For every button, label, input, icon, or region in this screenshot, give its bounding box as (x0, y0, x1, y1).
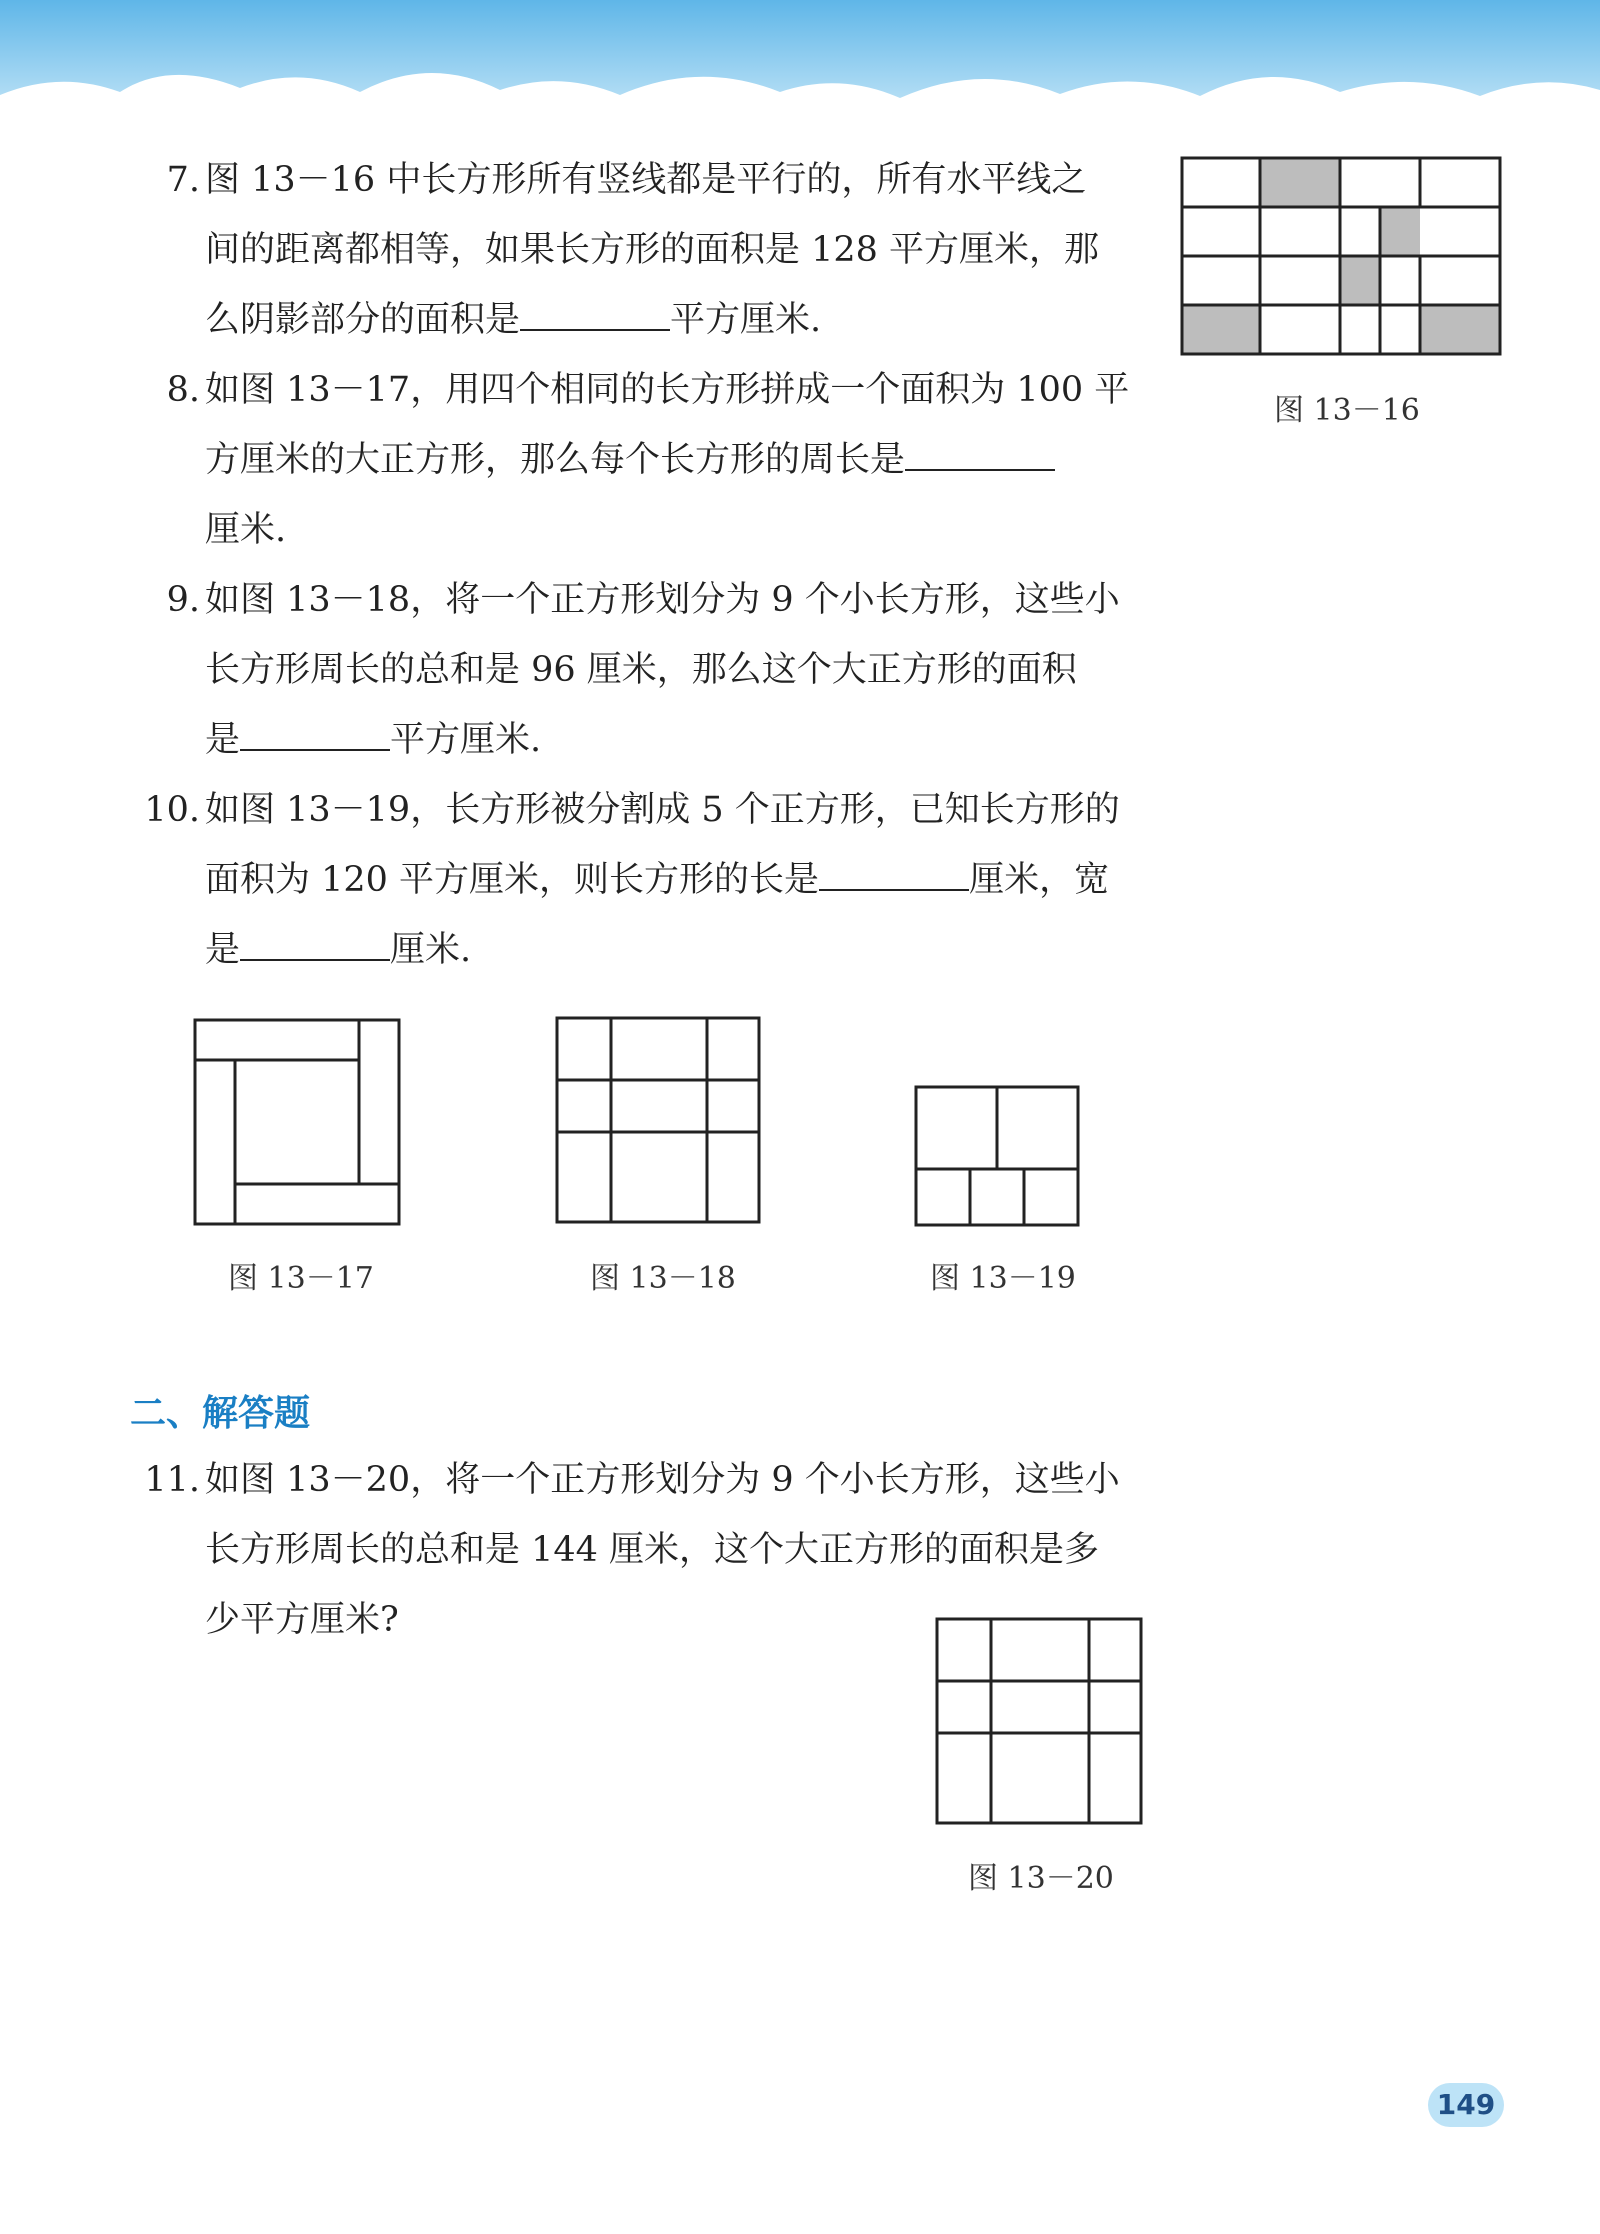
figure-caption-13-20: 图 13－20 (968, 1861, 1114, 1896)
section-title: 二、解答题 (130, 1393, 311, 1434)
figure-13-16 (1180, 156, 1502, 356)
figure-13-19 (914, 1085, 1080, 1227)
question-text-line: 少平方厘米? (205, 1600, 399, 1640)
question-text-line: 如图 13－20，将一个正方形划分为 9 个小长方形，这些小 (205, 1460, 1120, 1500)
figure-caption-13-17: 图 13－17 (228, 1261, 374, 1296)
question-text-line: 面积为 120 平方厘米，则长方形的长是 厘米，宽 (205, 860, 1110, 900)
question-text-line: 方厘米的大正方形，那么每个长方形的周长是 (205, 425, 1055, 495)
question-text-line: 间的距离都相等，如果长方形的面积是 128 平方厘米，那 (205, 230, 1100, 270)
answer-blank[interactable] (520, 299, 670, 331)
figure-caption-13-19: 图 13－19 (930, 1261, 1076, 1296)
shaded-cell (1420, 305, 1500, 354)
question-number: 8. (166, 370, 200, 410)
question-text-line: 厘米. (205, 510, 287, 550)
question-number: 10. (144, 790, 200, 830)
answer-blank[interactable] (240, 719, 390, 751)
question-text-line: 长方形周长的总和是 144 厘米，这个大正方形的面积是多 (205, 1530, 1100, 1570)
question-text-line: 么阴影部分的面积是 平方厘米. (205, 300, 822, 340)
question-text-line: 是 平方厘米. (205, 720, 542, 760)
figure-13-20 (935, 1617, 1143, 1825)
shaded-cell (1260, 158, 1340, 207)
header-cloud-band (0, 0, 1600, 140)
question-number: 7. (166, 160, 200, 200)
question-text-line: 如图 13－18，将一个正方形划分为 9 个小长方形，这些小 (205, 580, 1120, 620)
shaded-cell (1380, 207, 1420, 256)
shaded-cell (1340, 256, 1380, 305)
question-text-line: 如图 13－17，用四个相同的长方形拼成一个面积为 100 平 (205, 370, 1130, 410)
question-number: 9. (166, 580, 200, 620)
figure-13-18 (555, 1016, 761, 1224)
answer-blank[interactable] (819, 859, 969, 891)
figure-caption-13-16: 图 13－16 (1274, 393, 1420, 428)
question-text-line: 是 厘米. (205, 930, 472, 970)
shaded-cell (1182, 305, 1260, 354)
figure-caption-13-18: 图 13－18 (590, 1261, 736, 1296)
question-text-line: 图 13－16 中长方形所有竖线都是平行的，所有水平线之 (205, 160, 1087, 200)
page-number: 149 (1428, 2083, 1504, 2127)
question-number: 11. (144, 1460, 200, 1500)
answer-blank[interactable] (905, 439, 1055, 471)
question-text-line: 长方形周长的总和是 96 厘米，那么这个大正方形的面积 (205, 650, 1077, 690)
answer-blank[interactable] (240, 929, 390, 961)
figure-13-17 (193, 1018, 401, 1226)
question-text-line: 如图 13－19，长方形被分割成 5 个正方形，已知长方形的 (205, 790, 1120, 830)
